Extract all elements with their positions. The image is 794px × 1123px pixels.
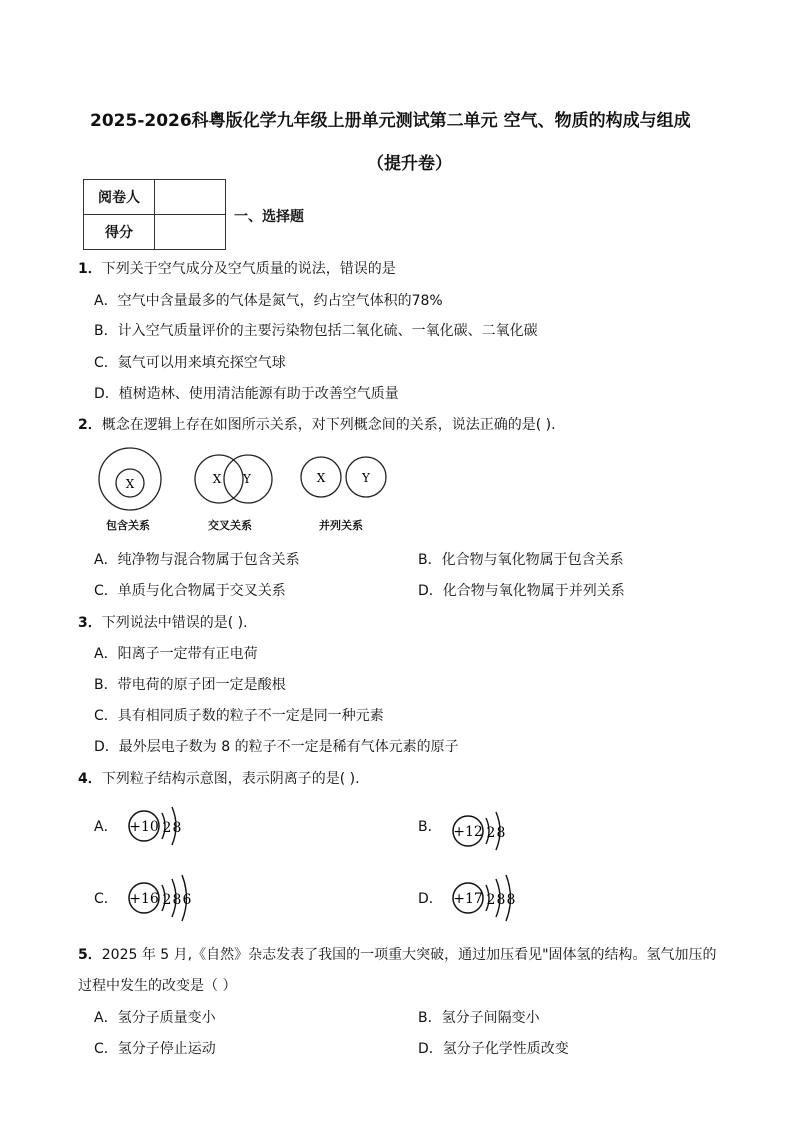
x-label: X xyxy=(316,471,326,485)
score-table xyxy=(83,179,226,250)
caption-parallel: 并列关系 xyxy=(319,519,363,532)
particle-b-diagram[interactable] xyxy=(448,806,518,856)
option-1d[interactable]: D．植树造林、使用清洁能源有助于改善空气质量 xyxy=(94,386,399,402)
option-3d[interactable]: D．最外层电子数为 8 的粒子不一定是稀有气体元素的原子 xyxy=(94,739,459,755)
particle-a-diagram[interactable] xyxy=(124,801,194,851)
option-3c[interactable]: C．具有相同质子数的粒子不一定是同一种元素 xyxy=(94,708,384,724)
question-5-line2: 过程中发生的改变是（ ） xyxy=(78,978,237,994)
nucleus-charge: +16 xyxy=(129,891,159,907)
shell-electrons: 8 xyxy=(172,820,182,836)
option-4d-letter[interactable]: D． xyxy=(418,891,443,907)
option-5a[interactable]: A．氢分子质量变小 xyxy=(94,1010,216,1026)
option-1b[interactable]: B．计入空气质量评价的主要污染物包括二氧化硫、一氧化碳、二氧化碳 xyxy=(94,323,538,339)
question-stem: 下列关于空气成分及空气质量的说法，错误的是 xyxy=(101,261,396,277)
question-number: 4． xyxy=(78,771,102,787)
shell-electrons: 2 xyxy=(162,820,172,836)
option-2d[interactable]: D．化合物与氧化物属于并列关系 xyxy=(418,583,625,599)
shell-electrons: 6 xyxy=(182,892,192,908)
shell-electrons: 8 xyxy=(506,892,516,908)
option-3a[interactable]: A．阳离子一定带有正电荷 xyxy=(94,646,258,662)
option-2b[interactable]: B．化合物与氧化物属于包含关系 xyxy=(418,552,624,568)
question-5 xyxy=(78,944,717,964)
score-value[interactable] xyxy=(155,215,226,250)
question-1 xyxy=(78,258,396,278)
shell-electrons: 2 xyxy=(486,892,496,908)
page-subtitle: （提升卷） xyxy=(367,154,452,174)
question-stem: 概念在逻辑上存在如图所示关系，对下列概念间的关系，说法正确的是( ). xyxy=(101,417,556,433)
question-number: 3． xyxy=(78,615,102,631)
question-2 xyxy=(78,414,556,434)
question-3 xyxy=(78,612,248,632)
particle-d-diagram[interactable] xyxy=(448,873,528,923)
option-1a[interactable]: A．空气中含量最多的气体是氮气，约占空气体积的78% xyxy=(94,293,443,309)
section-title: 一、选择题 xyxy=(234,209,304,225)
question-number: 2． xyxy=(78,417,102,433)
shell-electrons: 8 xyxy=(496,825,506,841)
nucleus-charge: +17 xyxy=(453,891,483,907)
option-4b-letter[interactable]: B． xyxy=(418,819,442,835)
y-label: Y xyxy=(243,472,251,486)
caption-intersection: 交叉关系 xyxy=(208,519,252,532)
shell-electrons: 8 xyxy=(172,892,182,908)
score-label: 得分 xyxy=(84,215,155,250)
question-4 xyxy=(78,768,360,788)
question-number: 5． xyxy=(78,947,102,963)
option-5b[interactable]: B．氢分子间隔变小 xyxy=(418,1010,540,1026)
x-label: X xyxy=(212,472,222,486)
question-stem: 2025 年 5 月,《自然》杂志发表了我国的一项重大突破，通过加压看见"固体氢的结构。氢气加压的 xyxy=(101,947,717,963)
y-label: Y xyxy=(362,471,370,485)
nucleus-charge: +12 xyxy=(453,824,483,840)
x-label: X xyxy=(125,477,135,491)
option-4c-letter[interactable]: C． xyxy=(94,891,118,907)
question-number: 1． xyxy=(78,261,102,277)
reviewer-value[interactable] xyxy=(155,180,226,215)
question-stem: 下列粒子结构示意图，表示阴离子的是( ). xyxy=(101,771,360,787)
question-stem: 下列说法中错误的是( ). xyxy=(101,615,248,631)
option-5c[interactable]: C．氢分子停止运动 xyxy=(94,1041,216,1057)
particle-c-diagram[interactable] xyxy=(124,873,204,923)
option-2a[interactable]: A．纯净物与混合物属于包含关系 xyxy=(94,552,300,568)
caption-inclusion: 包含关系 xyxy=(106,519,150,532)
option-3b[interactable]: B．带电荷的原子团一定是酸根 xyxy=(94,677,286,693)
option-5d[interactable]: D．氢分子化学性质改变 xyxy=(418,1041,569,1057)
reviewer-label: 阅卷人 xyxy=(84,180,155,215)
option-1c[interactable]: C．氦气可以用来填充探空气球 xyxy=(94,355,286,371)
option-2c[interactable]: C．单质与化合物属于交叉关系 xyxy=(94,583,286,599)
nucleus-charge: +10 xyxy=(129,819,159,835)
shell-electrons: 2 xyxy=(486,825,496,841)
option-4a-letter[interactable]: A． xyxy=(94,819,118,835)
page-title: 2025-2026科粤版化学九年级上册单元测试第二单元 空气、物质的构成与组成 xyxy=(90,111,691,131)
shell-electrons: 8 xyxy=(496,892,506,908)
shell-electrons: 2 xyxy=(162,892,172,908)
